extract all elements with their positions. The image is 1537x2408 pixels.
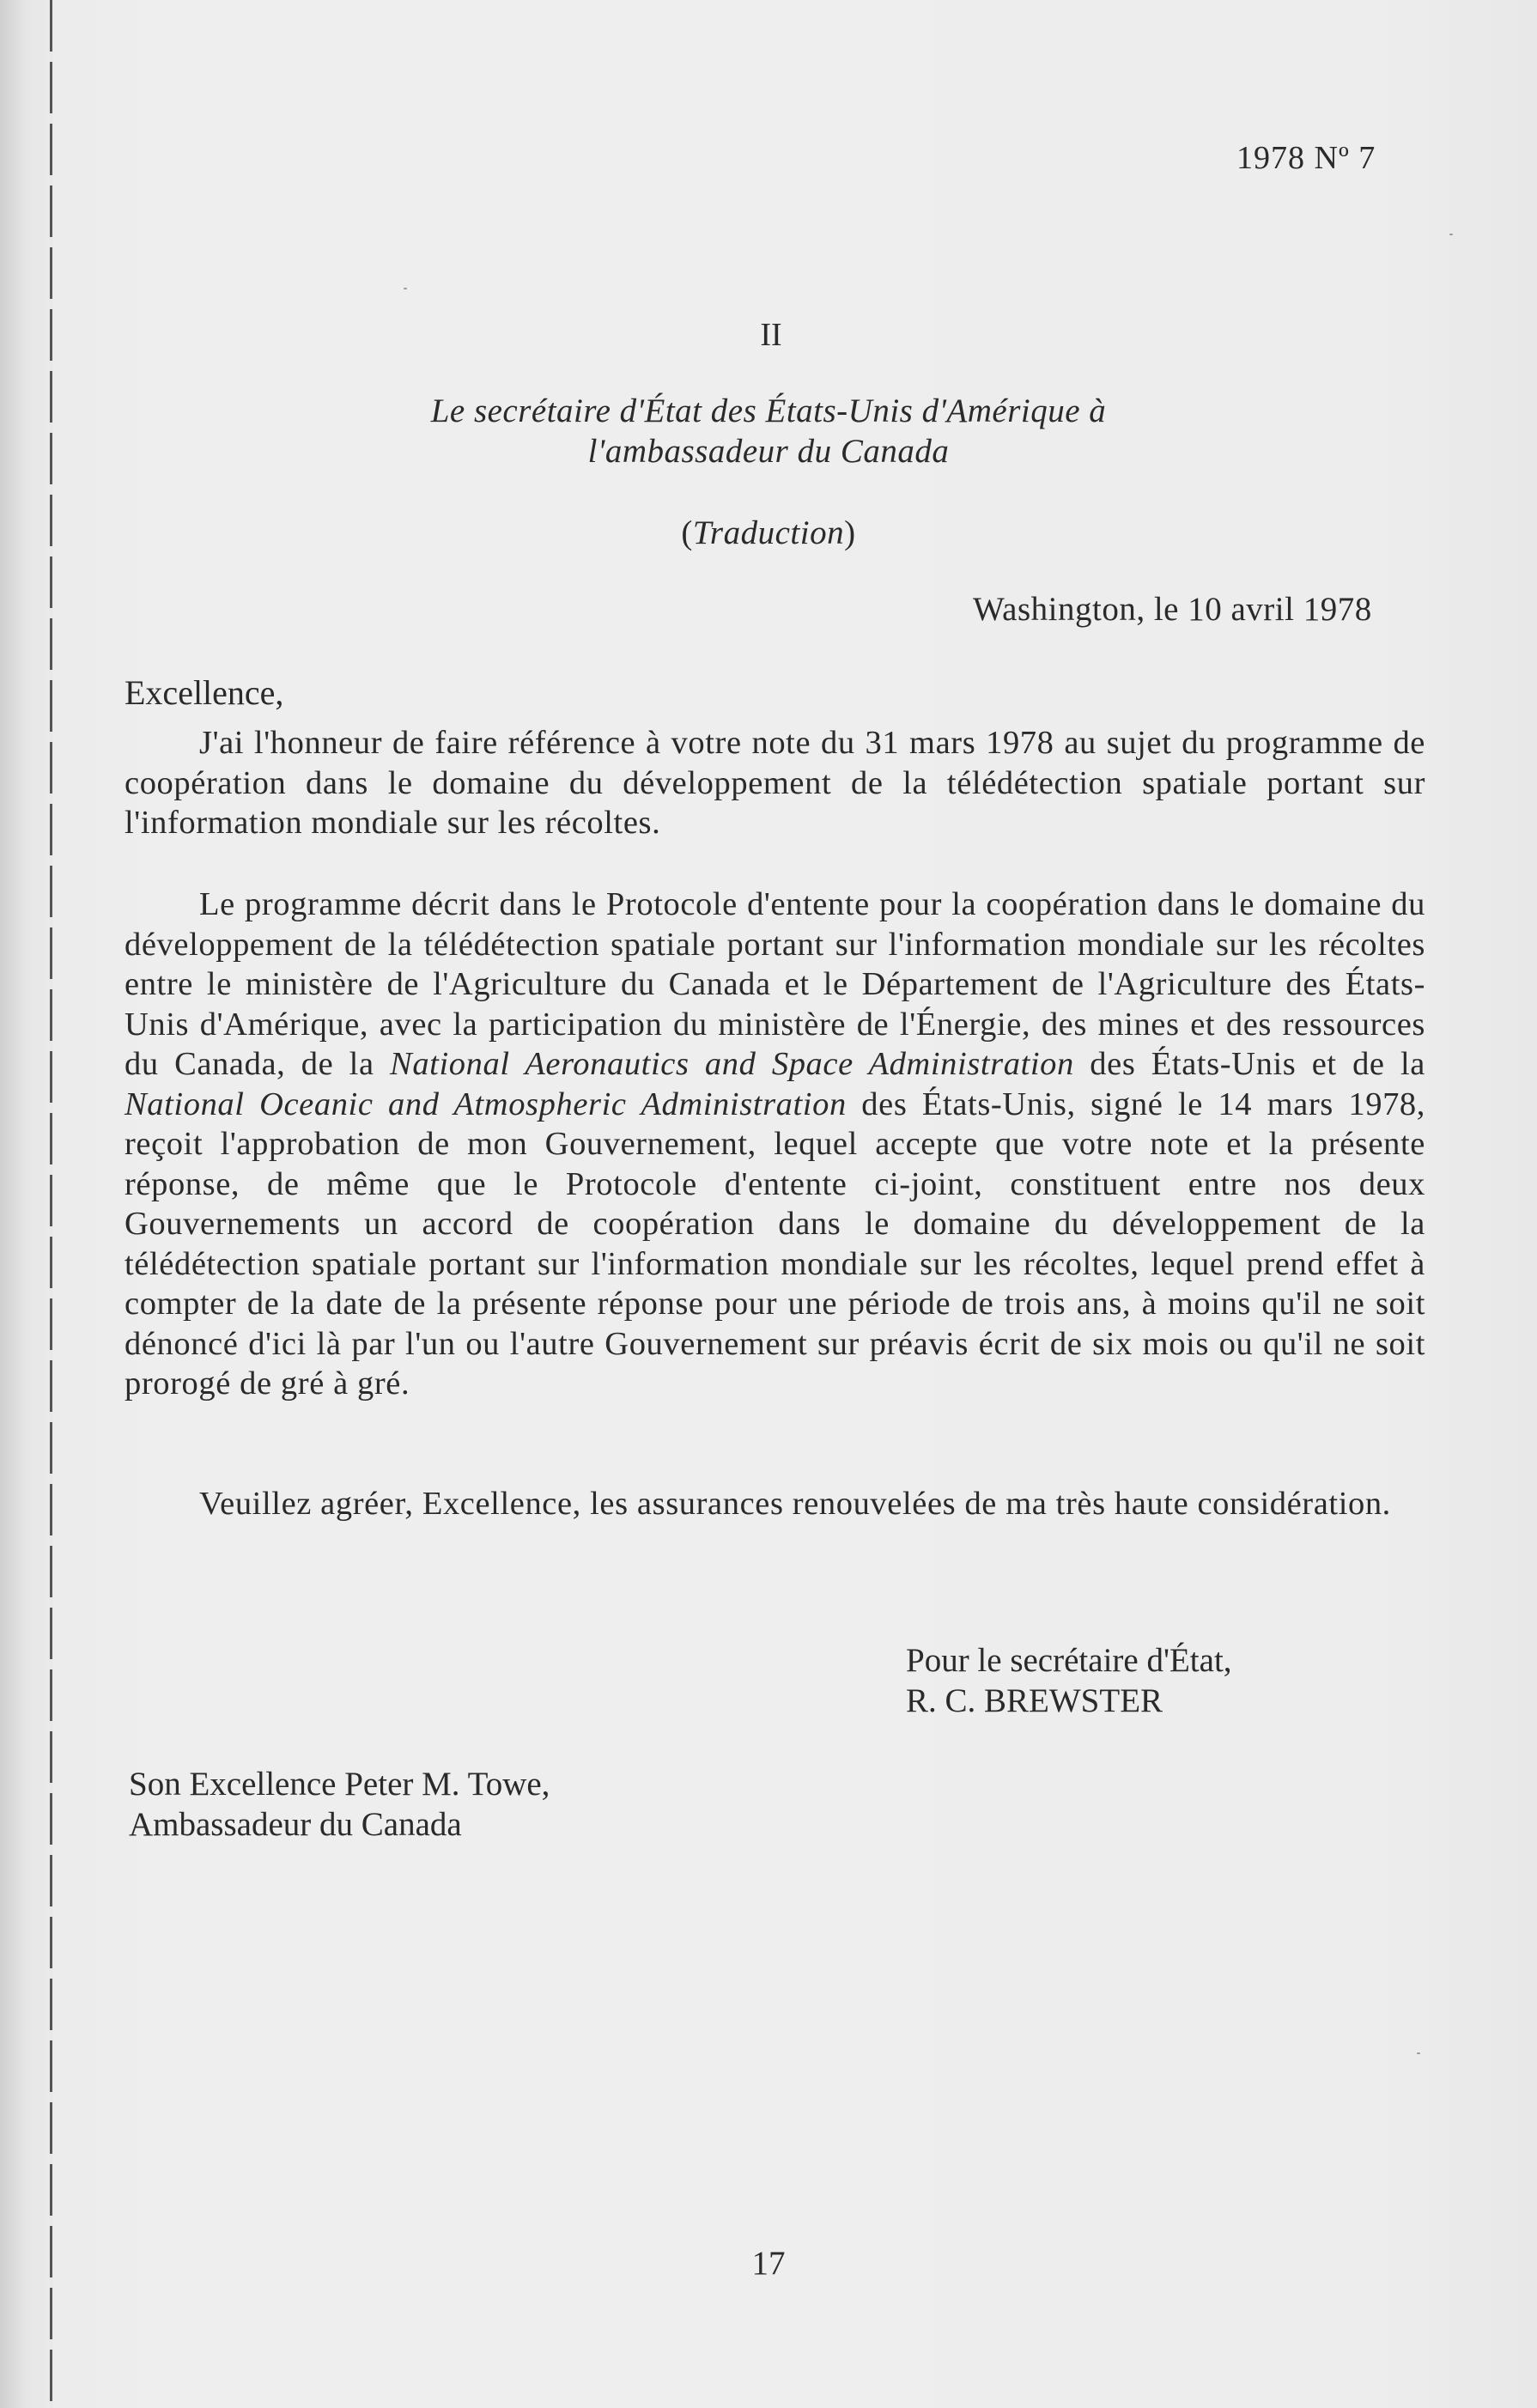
page-number: 17 bbox=[751, 2245, 786, 2282]
letter-heading-line2: l'ambassadeur du Canada bbox=[587, 433, 950, 470]
paragraph-2-text-c: des États-Unis, signé le 14 mars 1978, reçoit l'approbation de mon Gouvernement, lequel accepte que votre note et la présente réponse, de même que le Protocole d'entente ci-joint, constituent entre nos deux Gouvernements un accord de coopération dans le domaine du développement de la télédétection spatiale portant sur l'information mondiale sur les récoltes, lequel prend effet à compter de la date de la présente réponse pour une période de trois ans, à moins qu'il ne soit dénoncé d'ici là par l'un ou l'autre Gouvernement sur préavis écrit de six mois ou qu'il ne soit prorogé de gré à gré. bbox=[125, 1085, 1425, 1402]
noaa-name: National Oceanic and Atmospheric Administration bbox=[125, 1085, 847, 1122]
translation-word: Traduction bbox=[692, 514, 845, 551]
section-numeral: II bbox=[760, 317, 782, 353]
signature-title: Pour le secrétaire d'État, bbox=[906, 1642, 1232, 1679]
signatory-name: R. C. BREWSTER bbox=[906, 1682, 1163, 1719]
paper-speck bbox=[404, 288, 407, 289]
place-and-date: Washington, le 10 avril 1978 bbox=[973, 591, 1372, 628]
paper-speck bbox=[1449, 234, 1453, 235]
addressee-name: Son Excellence Peter M. Towe, bbox=[129, 1766, 550, 1803]
paragraph-2-text-a: Le programme décrit dans le Protocole d'entente pour la coopération dans le domaine du développement de la télédétection spatiale portant sur l'information mondiale sur les récoltes entre le ministère de l'Agriculture du Canada et le Département de l'Agriculture des États-Unis d'Amérique, avec la participation du ministère de l'Énergie, des mines et des ressources du Canada, de la bbox=[125, 886, 1425, 1082]
letter-heading bbox=[0, 391, 1537, 471]
nasa-name: National Aeronautics and Space Administration bbox=[390, 1046, 1074, 1082]
binding-edge bbox=[50, 0, 52, 2408]
salutation: Excellence, bbox=[125, 673, 284, 712]
document-reference: 1978 Nº 7 bbox=[1236, 140, 1376, 176]
translation-close-paren: ) bbox=[844, 514, 856, 551]
translation-open-paren: ( bbox=[681, 514, 693, 551]
paragraph-2 bbox=[125, 885, 1425, 1404]
paragraph-1: J'ai l'honneur de faire référence à votre note du 31 mars 1978 au sujet du programme de coopération dans le domaine du développement de la télédétection spatiale portant sur l'information mondiale sur les récoltes. bbox=[125, 725, 1425, 841]
paragraph-3: Veuillez agréer, Excellence, les assurances renouvelées de ma très haute considération. bbox=[199, 1486, 1391, 1522]
letter-heading-line1: Le secrétaire d'État des États-Unis d'Amérique à bbox=[430, 392, 1107, 429]
signature-block bbox=[906, 1640, 1232, 1721]
translation-note bbox=[0, 514, 1537, 552]
paper-speck bbox=[1417, 2052, 1420, 2054]
paragraph-2-text-b: des États-Unis et de la bbox=[1073, 1046, 1425, 1082]
addressee-title: Ambassadeur du Canada bbox=[129, 1806, 462, 1843]
addressee-block bbox=[129, 1764, 550, 1845]
